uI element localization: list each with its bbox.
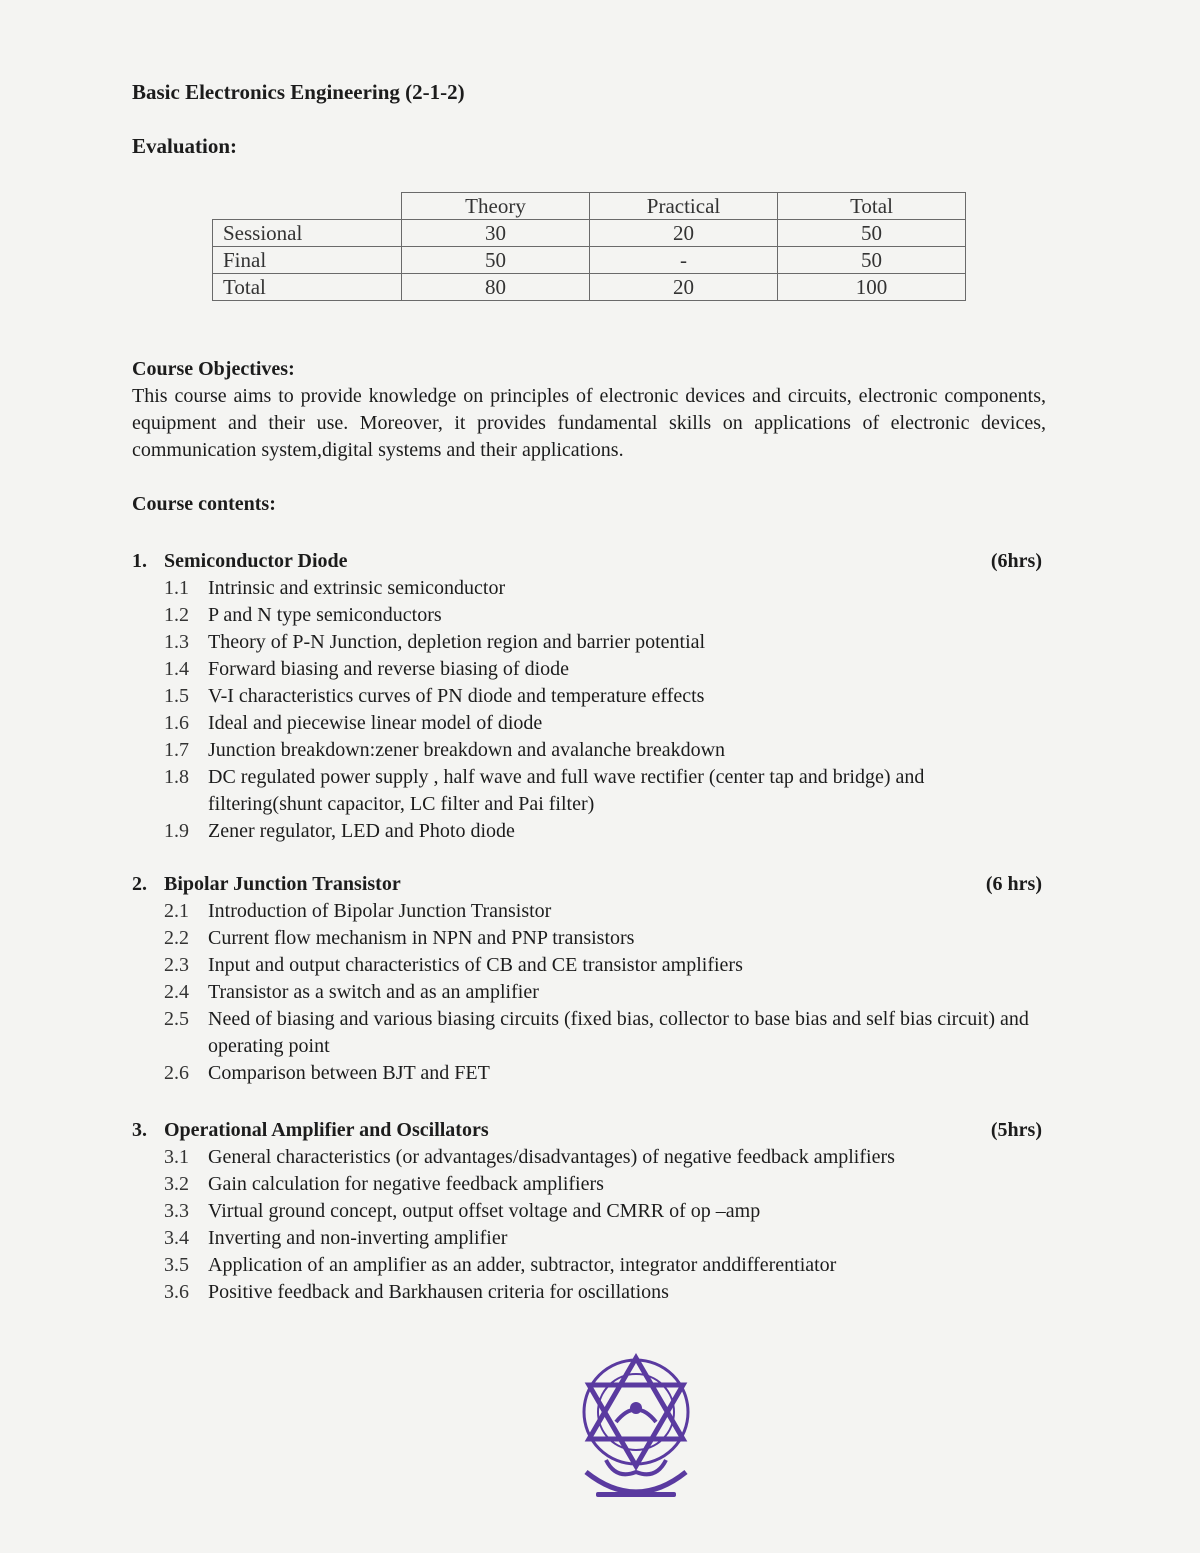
item-text: Ideal and piecewise linear model of diode: [208, 712, 543, 734]
section-header: [132, 548, 1042, 575]
item-number: 1.9: [164, 820, 189, 842]
cell-theory: 50: [402, 247, 590, 274]
item-number: 1.6: [164, 712, 189, 734]
objectives-heading: Course Objectives:: [132, 358, 295, 380]
table-header-practical: Practical: [590, 193, 778, 220]
section-hours: (5hrs): [990, 1119, 1042, 1141]
item-number: 3.6: [164, 1281, 189, 1303]
item-number: 1.5: [164, 685, 189, 707]
item-number: 3.2: [164, 1173, 189, 1195]
table-header-theory: Theory: [402, 193, 590, 220]
objectives-text: This course aims to provide knowledge on principles of electronic devices and circuits, electronic components, equipment and their use. Moreover, it provides fundamental skills on applications of electronic devices, communication system,digital systems and their applications.: [132, 385, 1046, 461]
row-label: Total: [213, 274, 402, 301]
cell-practical: 20: [590, 274, 778, 301]
section-hours: (6hrs): [990, 550, 1042, 572]
item-text: Zener regulator, LED and Photo diode: [208, 820, 515, 842]
item-number: 2.5: [164, 1008, 189, 1030]
cell-total: 50: [778, 247, 966, 274]
cell-theory: 80: [402, 274, 590, 301]
list-item: [132, 925, 1042, 952]
item-text: Introduction of Bipolar Junction Transistor: [208, 900, 552, 922]
cell-practical: 20: [590, 220, 778, 247]
item-number: 2.3: [164, 954, 189, 976]
list-item: [132, 979, 1042, 1006]
course-contents-heading: Course contents:: [132, 493, 276, 515]
section-bipolar-junction-transistor: [132, 871, 1042, 1087]
table-row: [213, 220, 966, 247]
item-text: Intrinsic and extrinsic semiconductor: [208, 577, 506, 599]
item-text: Input and output characteristics of CB and CE transistor amplifiers: [208, 954, 743, 976]
row-label: Final: [213, 247, 402, 274]
section-operational-amplifier: [132, 1117, 1042, 1306]
table-row: [213, 274, 966, 301]
list-item: [132, 656, 1042, 683]
item-text: Junction breakdown:zener breakdown and avalanche breakdown: [208, 739, 726, 761]
page-title: Basic Electronics Engineering (2-1-2): [132, 80, 465, 104]
table-header-row: [213, 193, 966, 220]
list-item: [132, 1171, 1042, 1198]
section-number: 3.: [132, 1119, 147, 1141]
section-title: Operational Amplifier and Oscillators: [164, 1119, 489, 1141]
section-title-wrap: [132, 871, 401, 898]
item-number: 2.4: [164, 981, 189, 1003]
list-item: [132, 1006, 1042, 1060]
row-label: Sessional: [213, 220, 402, 247]
item-number: 1.7: [164, 739, 189, 761]
section-title-wrap: [132, 548, 348, 575]
list-item: [132, 764, 1042, 818]
list-item: [132, 1279, 1042, 1306]
item-number: 3.4: [164, 1227, 189, 1249]
item-text: Transistor as a switch and as an amplifier: [208, 981, 539, 1003]
list-item: [132, 1225, 1042, 1252]
list-item: [132, 952, 1042, 979]
section-title: Bipolar Junction Transistor: [164, 873, 401, 895]
item-number: 3.5: [164, 1254, 189, 1276]
item-text: V-I characteristics curves of PN diode and temperature effects: [208, 685, 705, 707]
item-number: 2.6: [164, 1062, 189, 1084]
cell-theory: 30: [402, 220, 590, 247]
list-item: [132, 898, 1042, 925]
table-row: [213, 247, 966, 274]
list-item: [132, 1252, 1042, 1279]
item-text: Gain calculation for negative feedback amplifiers: [208, 1173, 604, 1195]
item-number: 2.2: [164, 927, 189, 949]
item-text: Need of biasing and various biasing circuits (fixed bias, collector to base bias and self bias circuit) and operating point: [208, 1008, 1029, 1057]
item-text: Theory of P-N Junction, depletion region and barrier potential: [208, 631, 706, 653]
cell-total: 50: [778, 220, 966, 247]
university-seal-icon: [556, 1342, 716, 1522]
item-number: 3.3: [164, 1200, 189, 1222]
item-number: 2.1: [164, 900, 189, 922]
section-header: [132, 871, 1042, 898]
item-text: Current flow mechanism in NPN and PNP transistors: [208, 927, 635, 949]
list-item: [132, 1198, 1042, 1225]
list-item: [132, 1144, 1042, 1171]
section-hours: (6 hrs): [985, 873, 1042, 895]
evaluation-table: [212, 192, 966, 301]
evaluation-heading: Evaluation:: [132, 134, 238, 158]
item-text: Positive feedback and Barkhausen criteria for oscillations: [208, 1281, 669, 1303]
item-number: 3.1: [164, 1146, 189, 1168]
table-header-total: Total: [778, 193, 966, 220]
list-item: [132, 737, 1042, 764]
list-item: [132, 602, 1042, 629]
item-text: Comparison between BJT and FET: [208, 1062, 490, 1084]
list-item: [132, 683, 1042, 710]
course-objectives: [132, 358, 1046, 464]
list-item: [132, 710, 1042, 737]
item-text: Virtual ground concept, output offset voltage and CMRR of op –amp: [208, 1200, 761, 1222]
table-corner-cell: [213, 193, 402, 220]
item-text: Forward biasing and reverse biasing of diode: [208, 658, 570, 680]
list-item: [132, 575, 1042, 602]
section-semiconductor-diode: [132, 548, 1042, 845]
list-item: [132, 818, 1042, 845]
section-header: [132, 1117, 1042, 1144]
section-number: 1.: [132, 550, 147, 572]
item-text: P and N type semiconductors: [208, 604, 442, 626]
list-item: [132, 1060, 1042, 1087]
section-title-wrap: [132, 1117, 489, 1144]
item-text: DC regulated power supply , half wave and full wave rectifier (center tap and bridge) and filtering(shunt capacitor, LC filter and Pai filter): [208, 766, 925, 815]
item-text: Application of an amplifier as an adder, subtractor, integrator anddifferentiator: [208, 1254, 837, 1276]
item-text: General characteristics (or advantages/disadvantages) of negative feedback amplifiers: [208, 1146, 895, 1168]
item-number: 1.2: [164, 604, 189, 626]
item-number: 1.8: [164, 766, 189, 788]
item-number: 1.4: [164, 658, 189, 680]
cell-practical: -: [590, 247, 778, 274]
list-item: [132, 629, 1042, 656]
item-number: 1.3: [164, 631, 189, 653]
section-number: 2.: [132, 873, 147, 895]
item-number: 1.1: [164, 577, 189, 599]
item-text: Inverting and non-inverting amplifier: [208, 1227, 508, 1249]
section-title: Semiconductor Diode: [164, 550, 348, 572]
cell-total: 100: [778, 274, 966, 301]
